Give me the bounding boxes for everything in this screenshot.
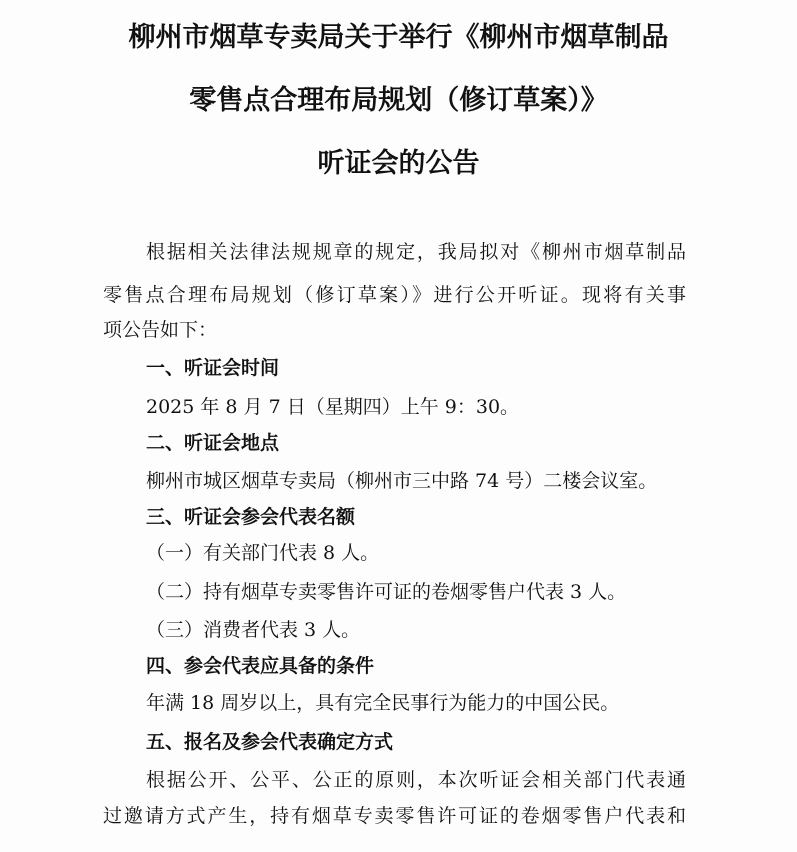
section-3-heading: 三、听证会参会代表名额 [146, 506, 356, 528]
section-1-text: 2025 年 8 月 7 日（星期四）上午 9：30。 [146, 396, 520, 418]
section-4-heading: 四、参会代表应具备的条件 [146, 655, 375, 677]
section-5-heading: 五、报名及参会代表确定方式 [146, 731, 394, 753]
document-title-line-3: 听证会的公告 [317, 148, 480, 179]
section-3-item-1: （一）有关部门代表 8 人。 [146, 542, 380, 564]
intro-line-3: 项公告如下： [103, 319, 218, 341]
section-3-item-2: （二）持有烟草专卖零售许可证的卷烟零售户代表 3 人。 [146, 581, 627, 603]
intro-line-2: 零售点合理布局规划（修订草案）》进行公开听证。现将有关事 [103, 284, 686, 306]
section-2-heading: 二、听证会地点 [146, 432, 280, 454]
section-3-item-3: （三）消费者代表 3 人。 [146, 619, 361, 641]
section-1-heading: 一、听证会时间 [146, 357, 280, 379]
section-4-text: 年满 18 周岁以上，具有完全民事行为能力的中国公民。 [146, 692, 620, 714]
document-title-line-2: 零售点合理布局规划（修订草案）》 [189, 85, 608, 116]
section-2-text: 柳州市城区烟草专卖局（柳州市三中路 74 号）二楼会议室。 [146, 470, 658, 492]
section-5-line-2: 过邀请方式产生，持有烟草专卖零售许可证的卷烟零售户代表和 [103, 805, 686, 827]
section-5-line-1: 根据公开、公平、公正的原则，本次听证会相关部门代表通 [146, 769, 686, 791]
intro-line-1: 根据相关法律法规规章的规定，我局拟对《柳州市烟草制品 [146, 241, 686, 263]
document-title-line-1: 柳州市烟草专卖局关于举行《柳州市烟草制品 [128, 22, 669, 53]
